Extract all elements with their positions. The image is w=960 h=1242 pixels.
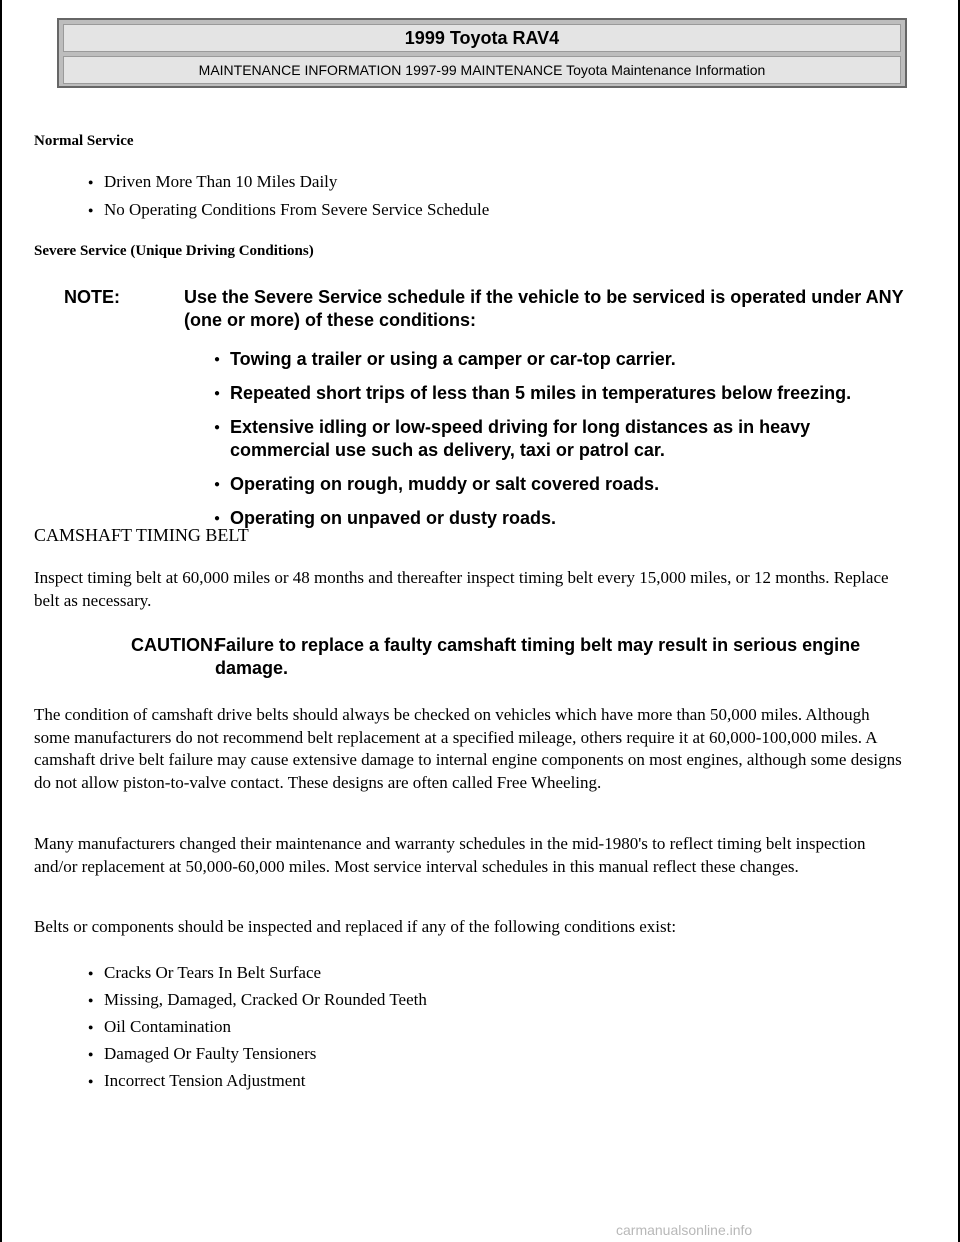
watermark: carmanualsonline.info — [616, 1222, 753, 1238]
caution-label: CAUTION: — [131, 635, 219, 655]
list-item: ● Repeated short trips of less than 5 miles in temperatures below freezing. — [214, 382, 904, 405]
document-header — [57, 18, 907, 88]
list-item: ● Oil Contamination — [88, 1016, 427, 1038]
normal-service-heading: Normal Service — [34, 133, 134, 149]
caution-text: Failure to replace a faulty camshaft timing belt may result in serious engine damage. — [215, 635, 861, 678]
note-label: NOTE: — [64, 287, 120, 307]
list-item: ● Missing, Damaged, Cracked Or Rounded Teeth — [88, 989, 427, 1011]
severe-service-heading: Severe Service (Unique Driving Conditions) — [34, 243, 314, 259]
camshaft-paragraph-2: The condition of camshaft drive belts should always be checked on vehicles which have more than 50,000 miles. Although some manufacturers do not recommend belt replacement at a specified mileage, others require it at 60,000-100,000 miles. A camshaft drive belt failure may cause extensive damage to internal engine components on most engines, although some designs do not allow piston-to-valve contact. These designs are often called Free Wheeling. — [34, 705, 902, 792]
list-item: ● Extensive idling or low-speed driving for long distances as in heavy commercial use such as delivery, taxi or patrol car. — [214, 416, 904, 462]
note-conditions-list — [214, 348, 904, 541]
document-subtitle: MAINTENANCE INFORMATION 1997-99 MAINTENANCE Toyota Maintenance Information — [63, 56, 901, 84]
page-border-left — [0, 0, 2, 1242]
camshaft-paragraph-1: Inspect timing belt at 60,000 miles or 48 months and thereafter inspect timing belt every 15,000 miles, or 12 months. Replace belt as necessary. — [34, 568, 889, 610]
list-item: ● Towing a trailer or using a camper or car-top carrier. — [214, 348, 904, 371]
camshaft-paragraph-3: Many manufacturers changed their maintenance and warranty schedules in the mid-1980's to reflect timing belt inspection and/or replacement at 50,000-60,000 miles. Most service interval schedules in this manual reflect these changes. — [34, 834, 866, 876]
list-item: ● Operating on rough, muddy or salt covered roads. — [214, 473, 904, 496]
list-item: ● Operating on unpaved or dusty roads. — [214, 507, 904, 530]
list-item: ● Cracks Or Tears In Belt Surface — [88, 962, 427, 984]
note-text: Use the Severe Service schedule if the vehicle to be serviced is operated under ANY (one or more) of these conditions: — [184, 287, 904, 330]
document-title: 1999 Toyota RAV4 — [63, 24, 901, 52]
normal-service-list — [88, 171, 489, 221]
list-item: ● Driven More Than 10 Miles Daily — [88, 171, 489, 193]
list-item: ● Damaged Or Faulty Tensioners — [88, 1043, 427, 1065]
list-item: ● Incorrect Tension Adjustment — [88, 1070, 427, 1092]
belt-conditions-list — [88, 962, 427, 1092]
camshaft-paragraph-4: Belts or components should be inspected and replaced if any of the following conditions exist: — [34, 917, 677, 936]
list-item: ● No Operating Conditions From Severe Service Schedule — [88, 199, 489, 221]
camshaft-heading: CAMSHAFT TIMING BELT — [34, 525, 249, 545]
